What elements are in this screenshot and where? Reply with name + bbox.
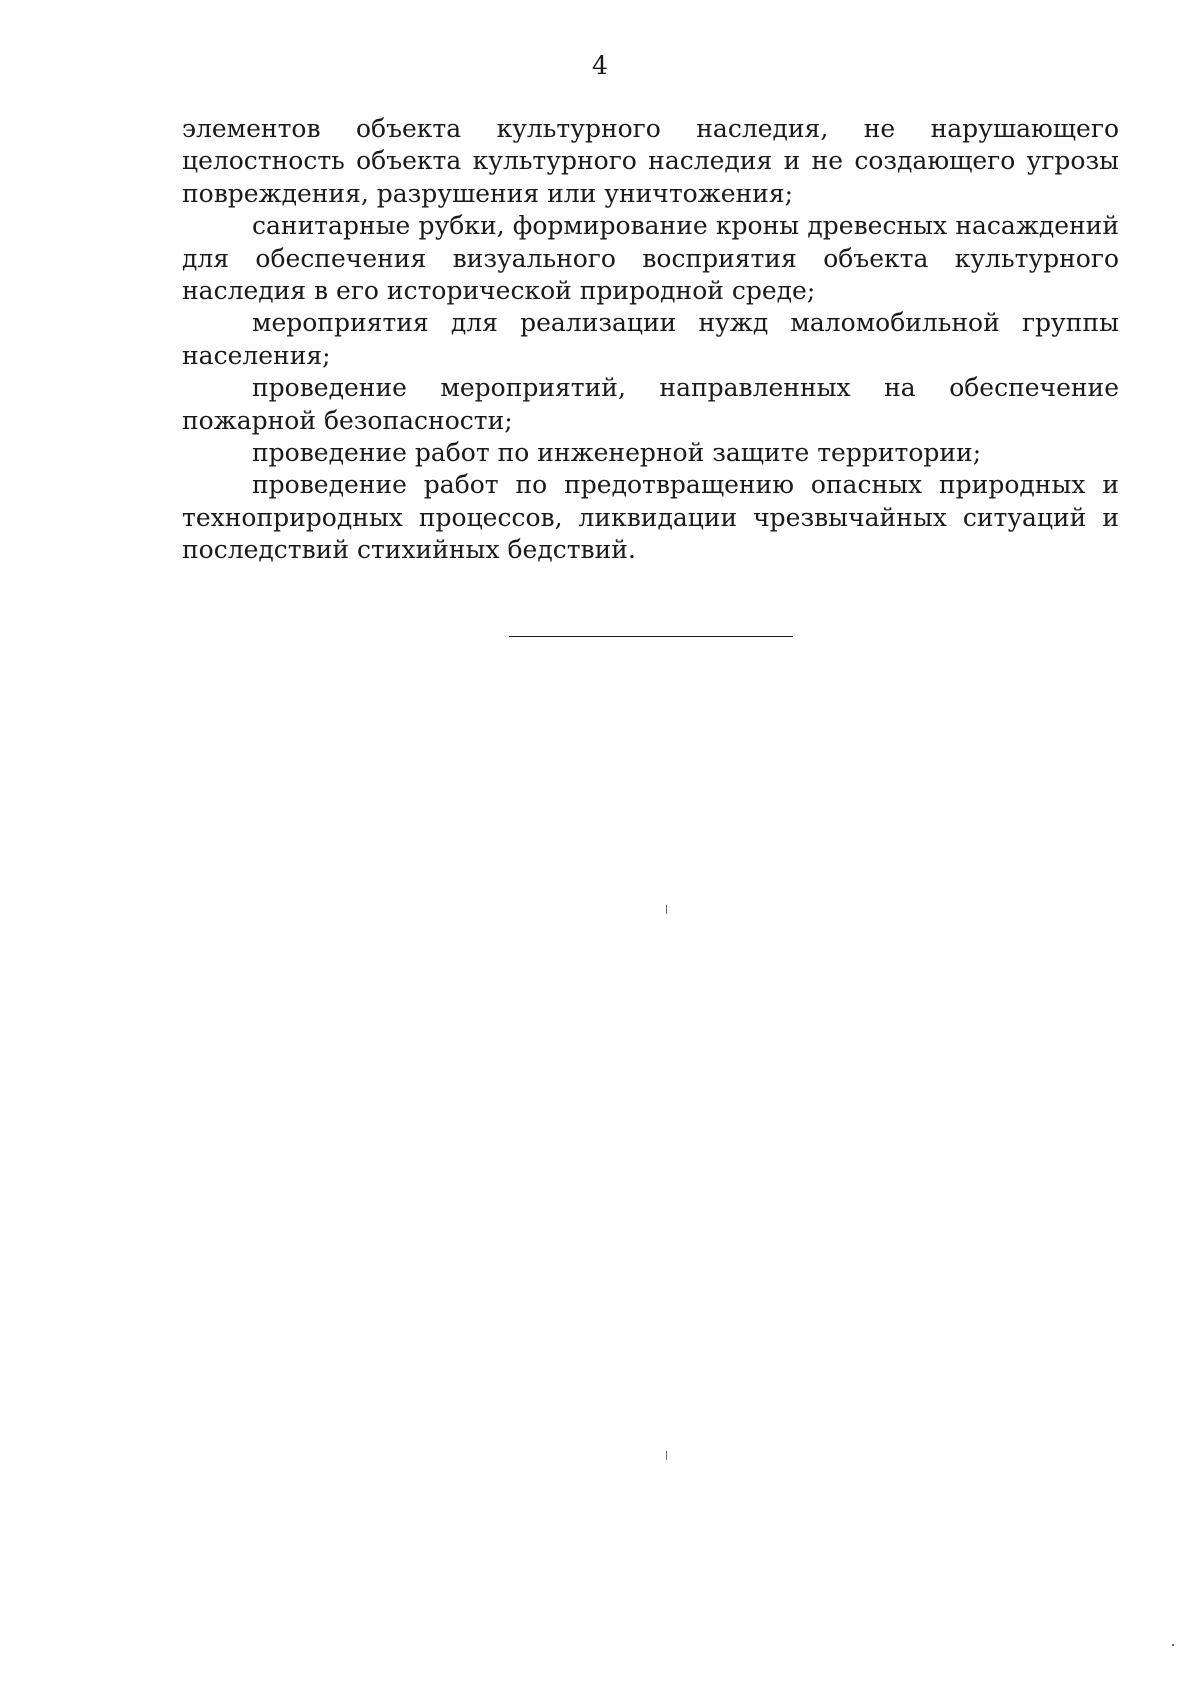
page-number: 4 <box>592 51 608 80</box>
end-of-text-rule <box>509 636 793 637</box>
document-body <box>182 113 1119 567</box>
scan-speck <box>666 1451 667 1460</box>
scan-speck <box>666 905 667 914</box>
paragraph-low-mobility-measures: мероприятия для реализации нужд маломобильной группы населения; <box>182 308 1119 370</box>
scan-speck <box>1172 1644 1174 1646</box>
paragraph-cultural-heritage-elements: элементов объекта культурного наследия, не нарушающего целостность объекта культурного наследия и не создающего угрозы повреждения, разрушения или уничтожения; <box>182 114 1119 208</box>
paragraph-sanitary-felling: санитарные рубки, формирование кроны древесных насаждений для обеспечения визуального восприятия объекта культурного наследия в его исторической природной среде; <box>182 211 1119 306</box>
paragraph-fire-safety: проведение мероприятий, направленных на обеспечение пожарной безопасности; <box>182 373 1119 435</box>
paragraph-hazard-prevention: проведение работ по предотвращению опасных природных и техноприродных процессов, ликвидации чрезвычайных ситуаций и последствий стихийных бедствий. <box>182 470 1119 565</box>
paragraph-engineering-protection: проведение работ по инженерной защите территории; <box>252 438 982 468</box>
